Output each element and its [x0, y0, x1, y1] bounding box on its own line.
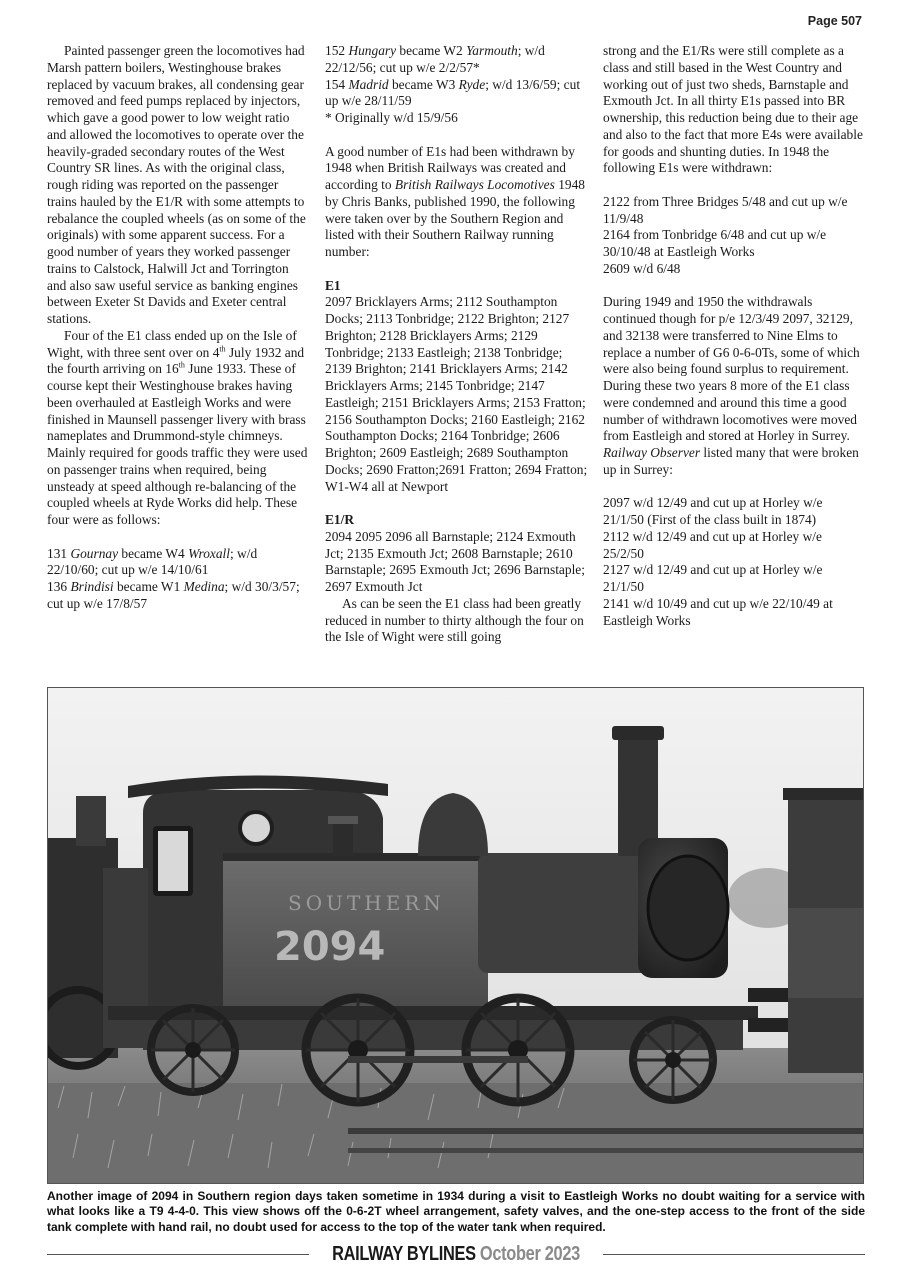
paragraph: Painted passenger green the locomotives had Marsh pattern boilers, Westinghouse brakes replaced by vacuum brakes, all condensing gear removed and feed pumps replaced by injectors, which gave a good power to low weight ratio and allowed the locomotives to operate over the heavily-graded secondary routes of the West Country SR lines. As with the original class, rough riding was reported on the passenger trains hauled by the E1/R with some attempts to rebalance the coupled wheels (as on some of the originals) with some apparent success. For a good number of years they worked passenger trains to Calstock, Halwill Jct and Torrington and also saw useful service as banking engines between Exeter St Davids and Exeter central stations.	[47, 43, 306, 326]
locomotive-photo	[47, 687, 864, 1184]
section-heading-e1r: E1/R	[325, 512, 355, 527]
loco-number: 2094	[274, 924, 386, 970]
footer	[47, 1243, 865, 1267]
paragraph: A good number of E1s had been withdrawn by 1948 when British Railways was created and according to British Railways Locomotives 1948 by Chris Banks, published 1990, the following were taken over by the Southern Region and listed with their Southern Railway running number:	[325, 143, 585, 259]
e1-list: 2097 Bricklayers Arms; 2112 Southampton Docks; 2113 Tonbridge; 2122 Brighton; 2127 Brighton; 2128 Bricklayers Arms; 2129 Tonbridge; 2133 Eastleigh; 2138 Tonbridge; 2139 Brighton; 2141 Bricklayers Arms; 2142 Bricklayers Arms; 2145 Tonbridge; 2147 Eastleigh; 2151 Bricklayers Arms; 2153 Fratton; 2156 Southampton Docks; 2160 Eastleigh; 2162 Southampton Docks; 2164 Tonbridge; 2606 Brighton; 2609 Eastleigh; 2689 Southampton Docks; 2690 Fratton;2691 Fratton; 2694 Fratton; W1-W4 all at Newport	[325, 294, 588, 494]
list-item: 152 Hungary became W2 Yarmouth; w/d 22/12/56; cut up w/e 2/2/57*	[325, 43, 545, 75]
paragraph: During 1949 and 1950 the withdrawals continued though for p/e 12/3/49 2097, 32129, and 32138 were transferred to Nine Elms to replace a number of G6 0-6-0Ts, some of which were also being found surplus to requirement. During these two years 8 more of the E1 class were condemned and around this time a good number of withdrawn locomotives were moved from Eastleigh and stored at Horley in Surrey. Railway Observer listed many that were broken up in Surrey:	[603, 294, 860, 477]
footnote: * Originally w/d 15/9/56	[325, 110, 458, 125]
text-column-3	[603, 43, 865, 629]
tank-lettering: SOUTHERN	[288, 891, 445, 915]
list-item: 2127 w/d 12/49 and cut up at Horley w/e 21/1/50	[603, 562, 823, 594]
text-column-2	[325, 43, 590, 646]
issue-date: October 2023	[479, 1243, 580, 1265]
list-item: 2141 w/d 10/49 and cut up w/e 22/10/49 at Eastleigh Works	[603, 595, 833, 628]
paragraph: strong and the E1/Rs were still complete as a class and still based in the West Country and working out of just two sheds, Barnstaple and Exmouth Jct. In all thirty E1s passed into BR ownership, this reduction being due to their age and also to the fact that more E4s were available for goods and shunting duties. In 1948 the following E1s were withdrawn:	[603, 43, 863, 176]
paragraph: Four of the E1 class ended up on the Isle of Wight, with three sent over on 4th July 1932 and the fourth arriving on 16th June 1933. These of course kept their Westinghouse brakes having been overhauled at Eastleigh Works and were finished in Maunsell passenger livery with brass nameplates and Drummond-style chimneys. Mainly required for goods traffic they were used on passenger trains when required, being unsteady at speed although re-balancing of the coupled wheels at Ryde Works did help. These four were as follows:	[47, 327, 308, 527]
footer-rule-right	[603, 1254, 865, 1255]
list-item: 2164 from Tonbridge 6/48 and cut up w/e 30/10/48 at Eastleigh Works	[603, 227, 827, 259]
list-item: 2122 from Three Bridges 5/48 and cut up w/e 11/9/48	[603, 193, 848, 226]
e1r-list: 2094 2095 2096 all Barnstaple; 2124 Exmouth Jct; 2135 Exmouth Jct; 2608 Barnstaple; 2610 Barnstaple; 2695 Exmouth Jct; 2696 Barnstaple; 2697 Exmouth Jct	[325, 528, 585, 594]
list-item: 131 Gournay became W4 Wroxall; w/d 22/10/60; cut up w/e 14/10/61	[47, 545, 258, 578]
list-item: 2097 w/d 12/49 and cut up at Horley w/e 21/1/50 (First of the class built in 1874)	[603, 495, 823, 527]
page-number: Page 507	[807, 14, 862, 28]
paragraph: As can be seen the E1 class had been greatly reduced in number to thirty although the four on the Isle of Wight were still going	[325, 595, 584, 645]
text-column-1	[47, 43, 309, 613]
section-heading-e1: E1	[325, 277, 341, 293]
list-item: 2112 w/d 12/49 and cut up at Horley w/e 25/2/50	[603, 528, 822, 561]
photo-caption: Another image of 2094 in Southern region days taken sometime in 1934 during a visit to Eastleigh Works no doubt waiting for a service with what looks like a T9 4-4-0. This view shows off the 0-6-2T wheel arrangement, safety valves, and the one-step access to the front of the side tank complete with hand rail, no doubt used for access to the top of the water tank when required.	[47, 1189, 865, 1234]
list-item: 136 Brindisi became W1 Medina; w/d 30/3/57; cut up w/e 17/8/57	[47, 579, 300, 611]
magazine-title: RAILWAY BYLINES	[332, 1243, 476, 1265]
list-item: 154 Madrid became W3 Ryde; w/d 13/6/59; cut up w/e 28/11/59	[325, 76, 581, 109]
list-item: 2609 w/d 6/48	[603, 260, 681, 276]
